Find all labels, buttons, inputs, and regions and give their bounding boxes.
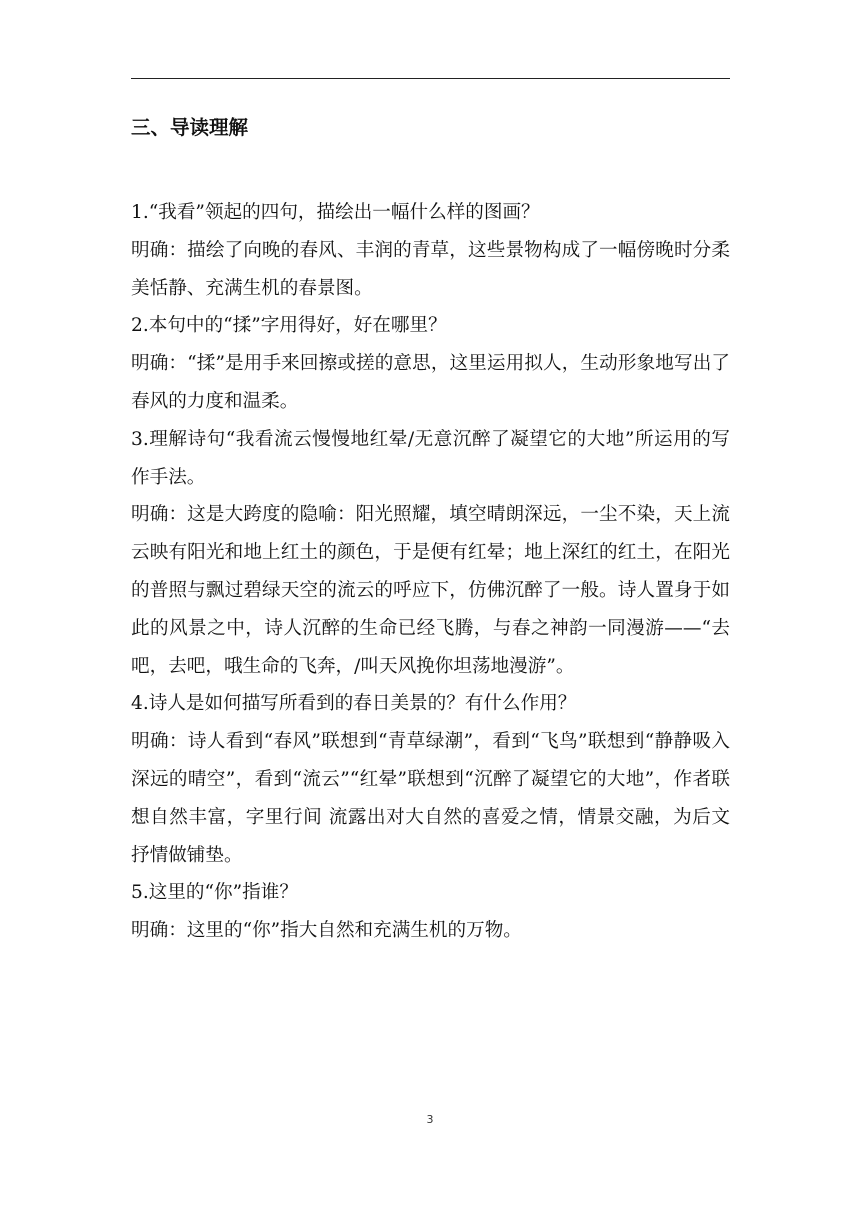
document-body — [131, 194, 730, 950]
header-rule — [131, 78, 730, 79]
question-3: 3.理解诗句“我看流云慢慢地红晕/无意沉醉了凝望它的大地”所运用的写作手法。 — [131, 428, 730, 488]
question-1: 1.“我看”领起的四句，描绘出一幅什么样的图画？ — [131, 202, 540, 223]
question-4: 4.诗人是如何描写所看到的春日美景的？有什么作用？ — [131, 693, 577, 715]
answer-2: 明确：“揉”是用手来回擦或搓的意思，这里运用拟人，生动形象地写出了春风的力度和温柔。 — [131, 353, 730, 412]
answer-5: 明确：这里的“你”指大自然和充满生机的万物。 — [131, 920, 522, 942]
answer-1: 明确：描绘了向晚的春风、丰润的青草，这些景物构成了一幅傍晚时分柔美恬静、充满生机的春景图。 — [131, 239, 730, 299]
answer-4: 明确：诗人看到“春风”联想到“青草绿潮”，看到“飞鸟”联想到“静静吸入深远的晴空”，看到“流云”“红晕”联想到“沉醉了凝望它的大地”，作者联想自然丰富，字里行间 流露出对大自然的喜爱之情，情景交融，为后文抒情做铺垫。 — [131, 731, 730, 866]
question-2: 2.本句中的“揉”字用得好，好在哪里？ — [131, 315, 447, 337]
question-5: 5.这里的“你”指谁？ — [131, 882, 298, 904]
answer-3: 明确：这是大跨度的隐喻：阳光照耀，填空晴朗深远，一尘不染，天上流云映有阳光和地上红土的颜色，于是便有红晕；地上深红的红土，在阳光的普照与飘过碧绿天空的流云的呼应下，仿佛沉醉了一般。诗人置身于如此的风景之中，诗人沉醉的生命已经飞腾，与春之神韵一同漫游——“去吧，去吧，哦生命的飞奔，/叫天风挽你坦荡地漫游”。 — [131, 504, 730, 677]
page-number: 3 — [426, 1113, 434, 1126]
section-heading: 三、导读理解 — [131, 116, 249, 139]
